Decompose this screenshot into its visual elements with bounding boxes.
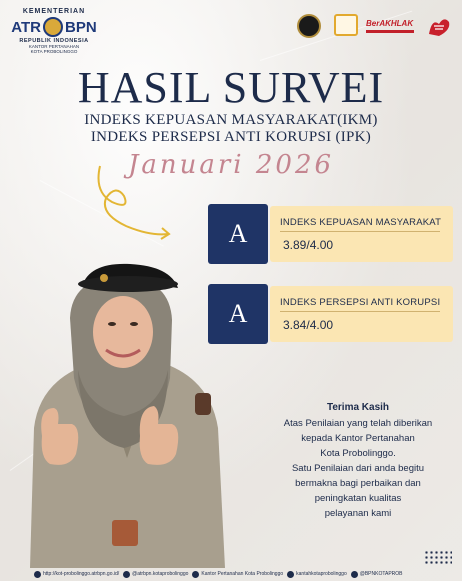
subtitle-ipk: INDEKS PERSEPSI ANTI KORUPSI (IPK) xyxy=(90,129,372,145)
thank-you-heading: Terima Kasih xyxy=(326,402,390,413)
footer-instagram[interactable] xyxy=(123,571,188,578)
score-label: INDEKS KEPUASAN MASYARAKAT xyxy=(280,217,442,228)
logo-kota-text: KOTA PROBOLINGGO xyxy=(30,49,78,54)
thank-you-message xyxy=(258,400,458,521)
berakhlak-logo: BerAKHLAK xyxy=(366,19,414,28)
thank-you-line: Kota Probolinggo. xyxy=(320,448,396,459)
thank-you-line: bermakna bagi perbaikan dan xyxy=(295,478,421,489)
berakhlak-underline xyxy=(366,30,414,33)
bangga-melayani-logo-icon xyxy=(426,14,452,38)
score-value: 3.84/4.00 xyxy=(283,318,334,332)
footer xyxy=(0,567,462,581)
footer-website[interactable] xyxy=(34,571,119,578)
divider xyxy=(280,231,440,232)
zona-integritas-logo-icon xyxy=(334,14,358,36)
logo-republik-text: REPUBLIK INDONESIA xyxy=(19,38,89,44)
grade-badge: A xyxy=(208,204,268,264)
footer-facebook[interactable] xyxy=(192,571,283,578)
footer-facebook-text: Kantor Pertanahan Kota Probolinggo xyxy=(201,571,284,577)
footer-youtube[interactable] xyxy=(351,571,403,578)
emblem-icon xyxy=(43,17,63,37)
thank-you-line: kepada Kantor Pertanahan xyxy=(301,433,415,444)
youtube-icon xyxy=(351,571,358,578)
subtitle-ikm: INDEKS KEPUASAN MASYARAKAT(IKM) xyxy=(84,112,378,128)
score-label: INDEKS PERSEPSI ANTI KORUPSI xyxy=(280,297,441,308)
seal-logo-icon xyxy=(297,14,321,38)
thank-you-line: pelayanan kami xyxy=(324,508,392,519)
thank-you-line: Atas Penilaian yang telah diberikan xyxy=(283,418,433,429)
logo-bpn-text: BPN xyxy=(65,18,97,36)
score-bar xyxy=(270,286,453,342)
grade-badge: A xyxy=(208,284,268,344)
logo-atr-text: ATR xyxy=(11,18,42,36)
footer-url-text: http://kot-probolinggo.atrbpn.go.id/ xyxy=(43,571,120,577)
facebook-icon xyxy=(192,571,199,578)
officer-photo xyxy=(20,258,235,568)
score-bar xyxy=(270,206,453,262)
score-value: 3.89/4.00 xyxy=(283,238,334,252)
globe-icon xyxy=(34,571,41,578)
survey-period: Januari 2026 xyxy=(127,150,335,180)
decorative-swirl-arrow-icon xyxy=(90,162,180,242)
logo-kantor-text: KANTOR PERTANAHAN xyxy=(28,44,80,49)
thank-you-line: peningkatan kualitas xyxy=(314,493,402,504)
footer-youtube-text: @BPNKOTAPROB xyxy=(359,571,403,577)
atr-bpn-logo xyxy=(10,8,98,68)
page-title: HASIL SURVEI xyxy=(77,63,385,112)
instagram-icon xyxy=(123,571,130,578)
thank-you-line: Satu Penilaian dari anda begitu xyxy=(291,463,425,474)
decorative-dots-icon xyxy=(424,550,452,564)
logo-kementerian-text: KEMENTERIAN xyxy=(22,8,86,15)
footer-tiktok-text: kantahkotaprobolinggo xyxy=(296,571,347,577)
tiktok-icon xyxy=(287,571,294,578)
footer-instagram-text: @atrbpn.kotaprobolinggo xyxy=(132,571,189,577)
footer-tiktok[interactable] xyxy=(287,571,347,578)
divider xyxy=(280,311,440,312)
